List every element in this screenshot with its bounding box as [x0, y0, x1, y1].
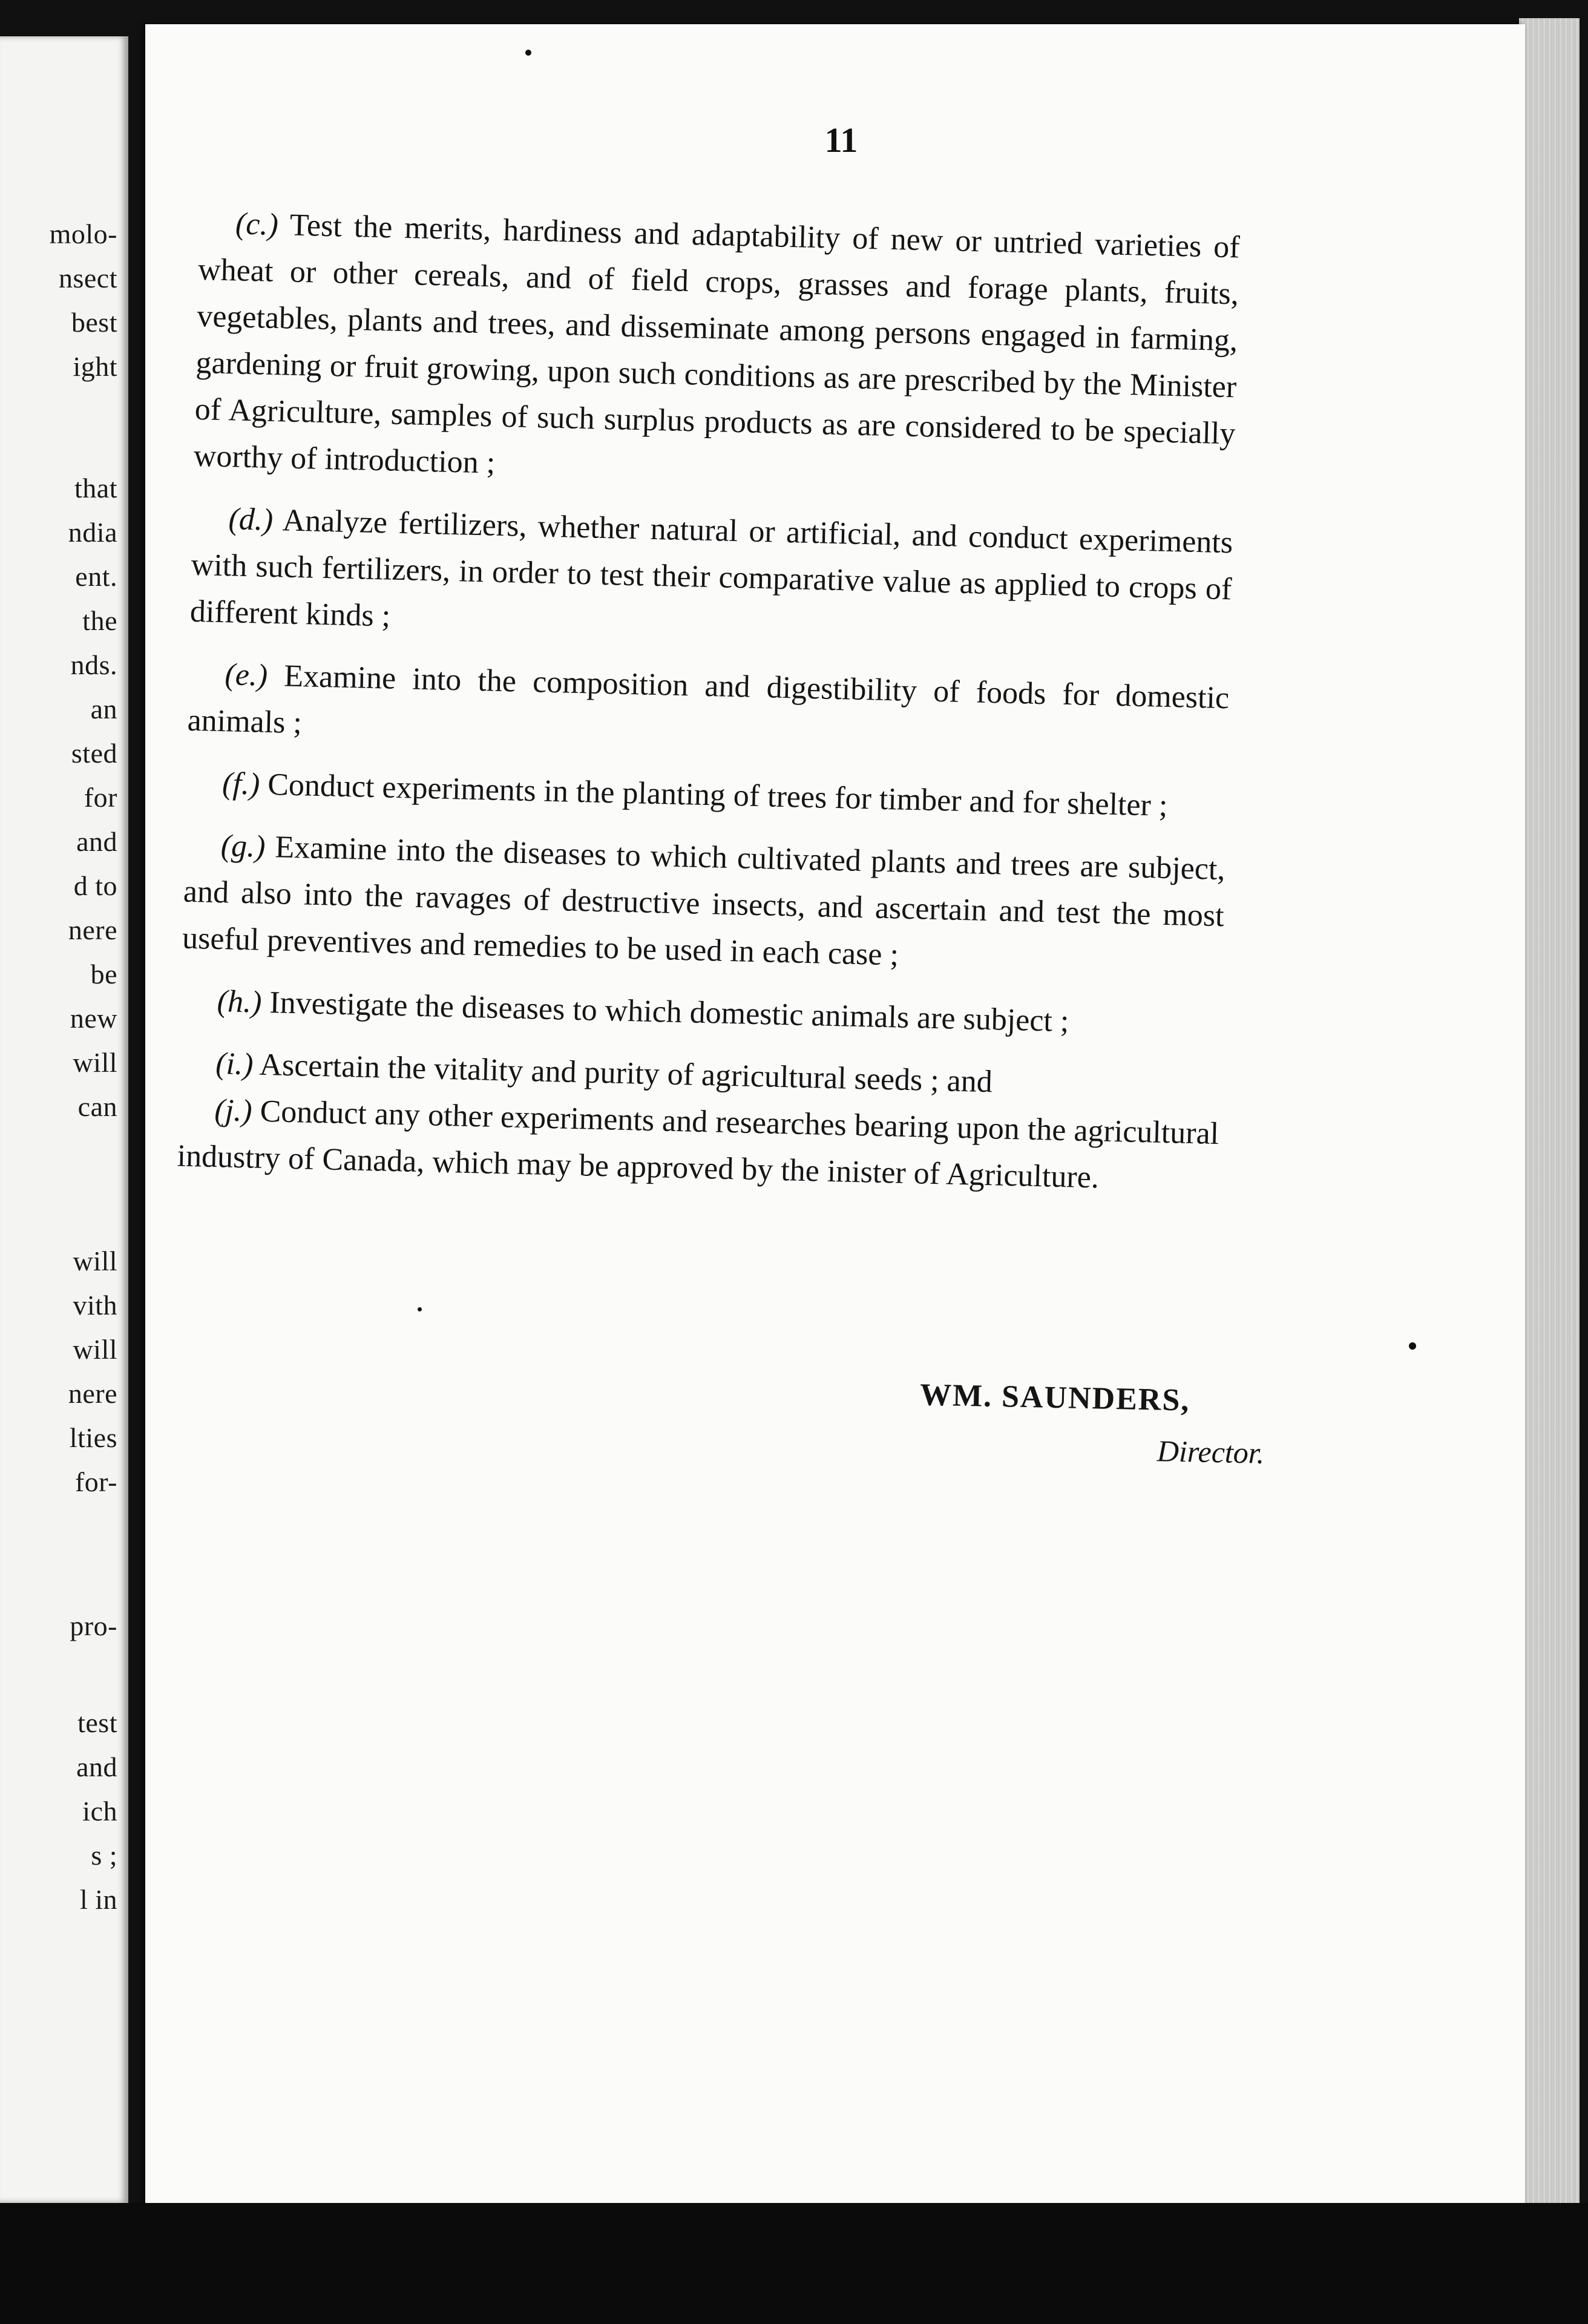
left-page-line: and	[76, 1751, 117, 1782]
left-page-line: vith	[73, 1290, 117, 1321]
clause-text: Analyze fertilizers, whether natural or artificial, and conduct experiments with such fertilizers, in order to test their comparative value as applied to crops of different kinds ;	[189, 503, 1233, 634]
speck	[1409, 1342, 1416, 1350]
left-page-line: pro-	[70, 1610, 117, 1641]
left-page-line: for-	[74, 1466, 117, 1497]
clause-text: Ascertain the vitality and purity of agricultural seeds ; and	[252, 1047, 993, 1100]
scan-bottom-border	[0, 2203, 1588, 2324]
left-page-line: will	[73, 1047, 117, 1078]
left-page-line: an	[90, 694, 117, 724]
left-page-line: and	[76, 826, 117, 857]
clause-f	[185, 760, 1227, 831]
left-page-line: test	[77, 1707, 117, 1738]
left-page-line: ich	[82, 1796, 117, 1827]
clause-label: (j.)	[214, 1093, 253, 1129]
left-page-line: that	[74, 473, 117, 504]
left-page-line: s ;	[91, 1840, 117, 1871]
left-page-line: nsect	[58, 263, 117, 294]
speck	[525, 50, 531, 56]
page-edge-shading	[1519, 18, 1580, 2209]
previous-page-sliver	[0, 36, 128, 2203]
signature-title: Director.	[1157, 1434, 1265, 1470]
left-page-line: be	[90, 959, 117, 990]
clause-text: Investigate the diseases to which domestic animals are subject ;	[261, 985, 1070, 1039]
clause-text: Examine into the composition and digestibility of foods for domestic animals ;	[187, 658, 1230, 741]
clause-label: (c.)	[235, 206, 279, 243]
clause-c	[193, 200, 1240, 504]
left-page-line: ent.	[75, 561, 117, 592]
clause-label: (g.)	[220, 829, 266, 864]
left-page-line: ight	[73, 351, 117, 382]
left-page-line: ndia	[68, 517, 117, 548]
left-page-line: can	[77, 1091, 117, 1122]
clause-label: (f.)	[221, 766, 261, 802]
clause-text: Conduct any other experiments and researches bearing upon the agricultural industry of Canada, which may be approved by the inister of Agriculture.	[177, 1094, 1219, 1195]
clause-label: (e.)	[224, 657, 268, 693]
left-page-line: for	[84, 782, 117, 813]
left-page-line: will	[73, 1246, 117, 1276]
left-page-line: l in	[79, 1884, 117, 1915]
left-page-line: new	[70, 1003, 117, 1034]
left-page-line: sted	[71, 738, 117, 769]
clause-text: Conduct experiments in the planting of trees for timber and for shelter ;	[259, 767, 1168, 823]
clause-h	[180, 977, 1222, 1049]
left-page-line: the	[82, 605, 117, 636]
signature-name: WM. SAUNDERS,	[919, 1377, 1190, 1418]
left-page-line: will	[73, 1334, 117, 1365]
left-page-line: nere	[68, 1378, 117, 1409]
clause-d	[189, 495, 1233, 659]
clause-text: Test the merits, hardiness and adaptability of new or untried varieties of wheat or other cereals, and of field crops, grasses and forage plants, fruits, vegetables, plants and trees, and disseminate among persons engaged in farming, gardening or fruit growing, upon such conditions as are prescribed by the Minister of Agriculture, samples of such surplus products as are considered to be specially worthy of introduction ;	[193, 208, 1241, 481]
clause-g	[182, 822, 1225, 986]
left-page-line: nere	[68, 914, 117, 945]
left-page-line: d to	[73, 870, 117, 901]
clause-label: (d.)	[228, 502, 274, 537]
clause-e	[187, 651, 1230, 768]
left-page-line: molo-	[49, 218, 117, 249]
document-page	[145, 24, 1525, 2215]
clause-text: Examine into the diseases to which cultivated plants and trees are subject, and also into the ravages of destructive insects, and ascertain and test the most useful preventives and remedies to be used in each case ;	[182, 829, 1226, 973]
left-page-line: nds.	[70, 649, 117, 680]
page-body	[176, 200, 1240, 1219]
left-page-line: lties	[69, 1422, 117, 1453]
left-page-line: best	[71, 307, 117, 338]
clause-label: (i.)	[215, 1046, 254, 1082]
speck	[418, 1307, 422, 1311]
clause-label: (h.)	[217, 984, 263, 1020]
page-number: 11	[824, 120, 858, 160]
